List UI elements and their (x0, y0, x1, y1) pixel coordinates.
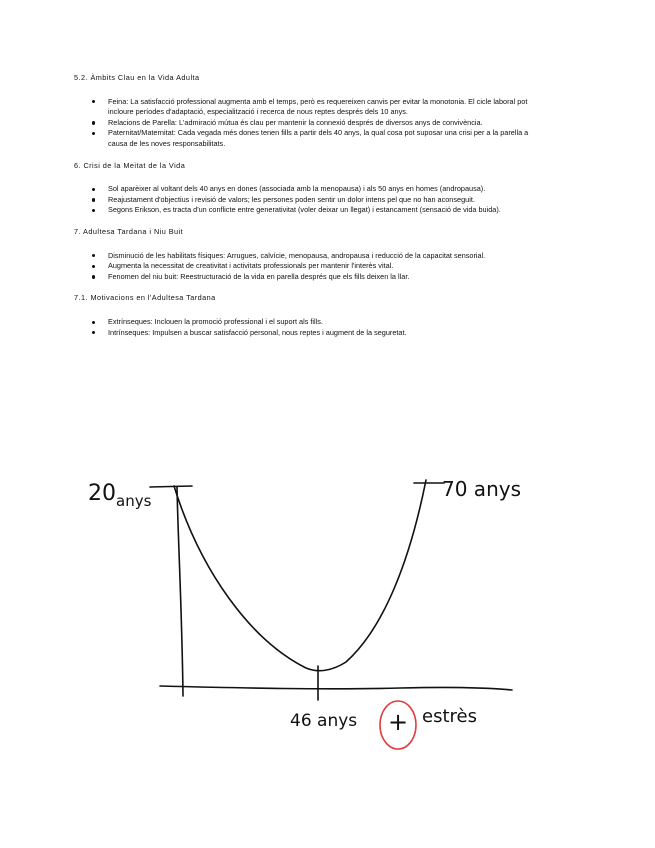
list-item: Disminució de les habilitats físiques: Arrugues, calvície, menopausa, andropausa i reducció de la capacitat sensorial. (74, 251, 530, 262)
sketch-label-20: 20 (88, 481, 116, 506)
sketch-label-anys-left: anys (116, 492, 152, 510)
section-title-adultesa: 7. Adultesa Tardana i Niu Buit (74, 226, 184, 236)
sketch-label-46-anys: 46 anys (290, 711, 358, 731)
list-item: Paternitat/Maternitat: Cada vegada més dones tenen fills a partir dels 40 anys, la qual cosa pot suposar una crisi per a la parella a causa de les noves responsabilitats. (74, 128, 530, 149)
section-title-ambits: 5.2. Àmbits Clau en la Vida Adulta (74, 73, 200, 82)
section-title-crisi: 6. Crisi de la Meitat de la Vida (74, 160, 186, 170)
section-title-motivacions: 7.1. Motivacions en l'Adultesa Tardana (74, 293, 216, 303)
sketch-vertical-axis (177, 487, 183, 696)
list-item: Intrínseques: Impulsen a buscar satisfacció personal, nous reptes i augment de la seguretat. (74, 328, 530, 339)
sketch-label-70-anys: 70 anys (442, 477, 521, 501)
list-item: Fenomen del niu buit: Reestructuració de la vida en parella després que els fills deixen la llar. (74, 272, 530, 283)
sketch-label-estres: estrès (422, 706, 477, 727)
list-item: Sol aparèixer al voltant dels 40 anys en dones (associada amb la menopausa) i als 50 anys en homes (andropausa). (74, 184, 530, 195)
list-item: Segons Erikson, es tracta d'un conflicte entre generativitat (voler deixar un llegat) i estancament (sensació de vida buida). (74, 205, 530, 216)
list-item: Relacions de Parella: L'admiració mútua és clau per mantenir la connexió després de diversos anys de convivència. (74, 118, 530, 129)
sketch-left-tick (150, 486, 192, 487)
sketch-plus-sign: + (388, 708, 409, 736)
sketch-u-curve (174, 480, 426, 671)
sketch-horizontal-axis (160, 686, 512, 690)
list-item: Feina: La satisfacció professional augmenta amb el temps, però es requereixen canvis per evitar la monotonia. El cicle laboral pot incloure períodes d'adaptació, especialització i recerca de nous reptes després dels 10 anys. (74, 97, 530, 118)
list-item: Extrínseques: Inclouen la promoció professional i el suport als fills. (74, 317, 530, 328)
list-item: Reajustament d'objectius i revisió de valors; les persones poden sentir un dolor intens pel que no han aconseguit. (74, 195, 530, 206)
list-item: Augmenta la necessitat de creativitat i activitats professionals per mantenir l'interès vital. (74, 261, 530, 272)
